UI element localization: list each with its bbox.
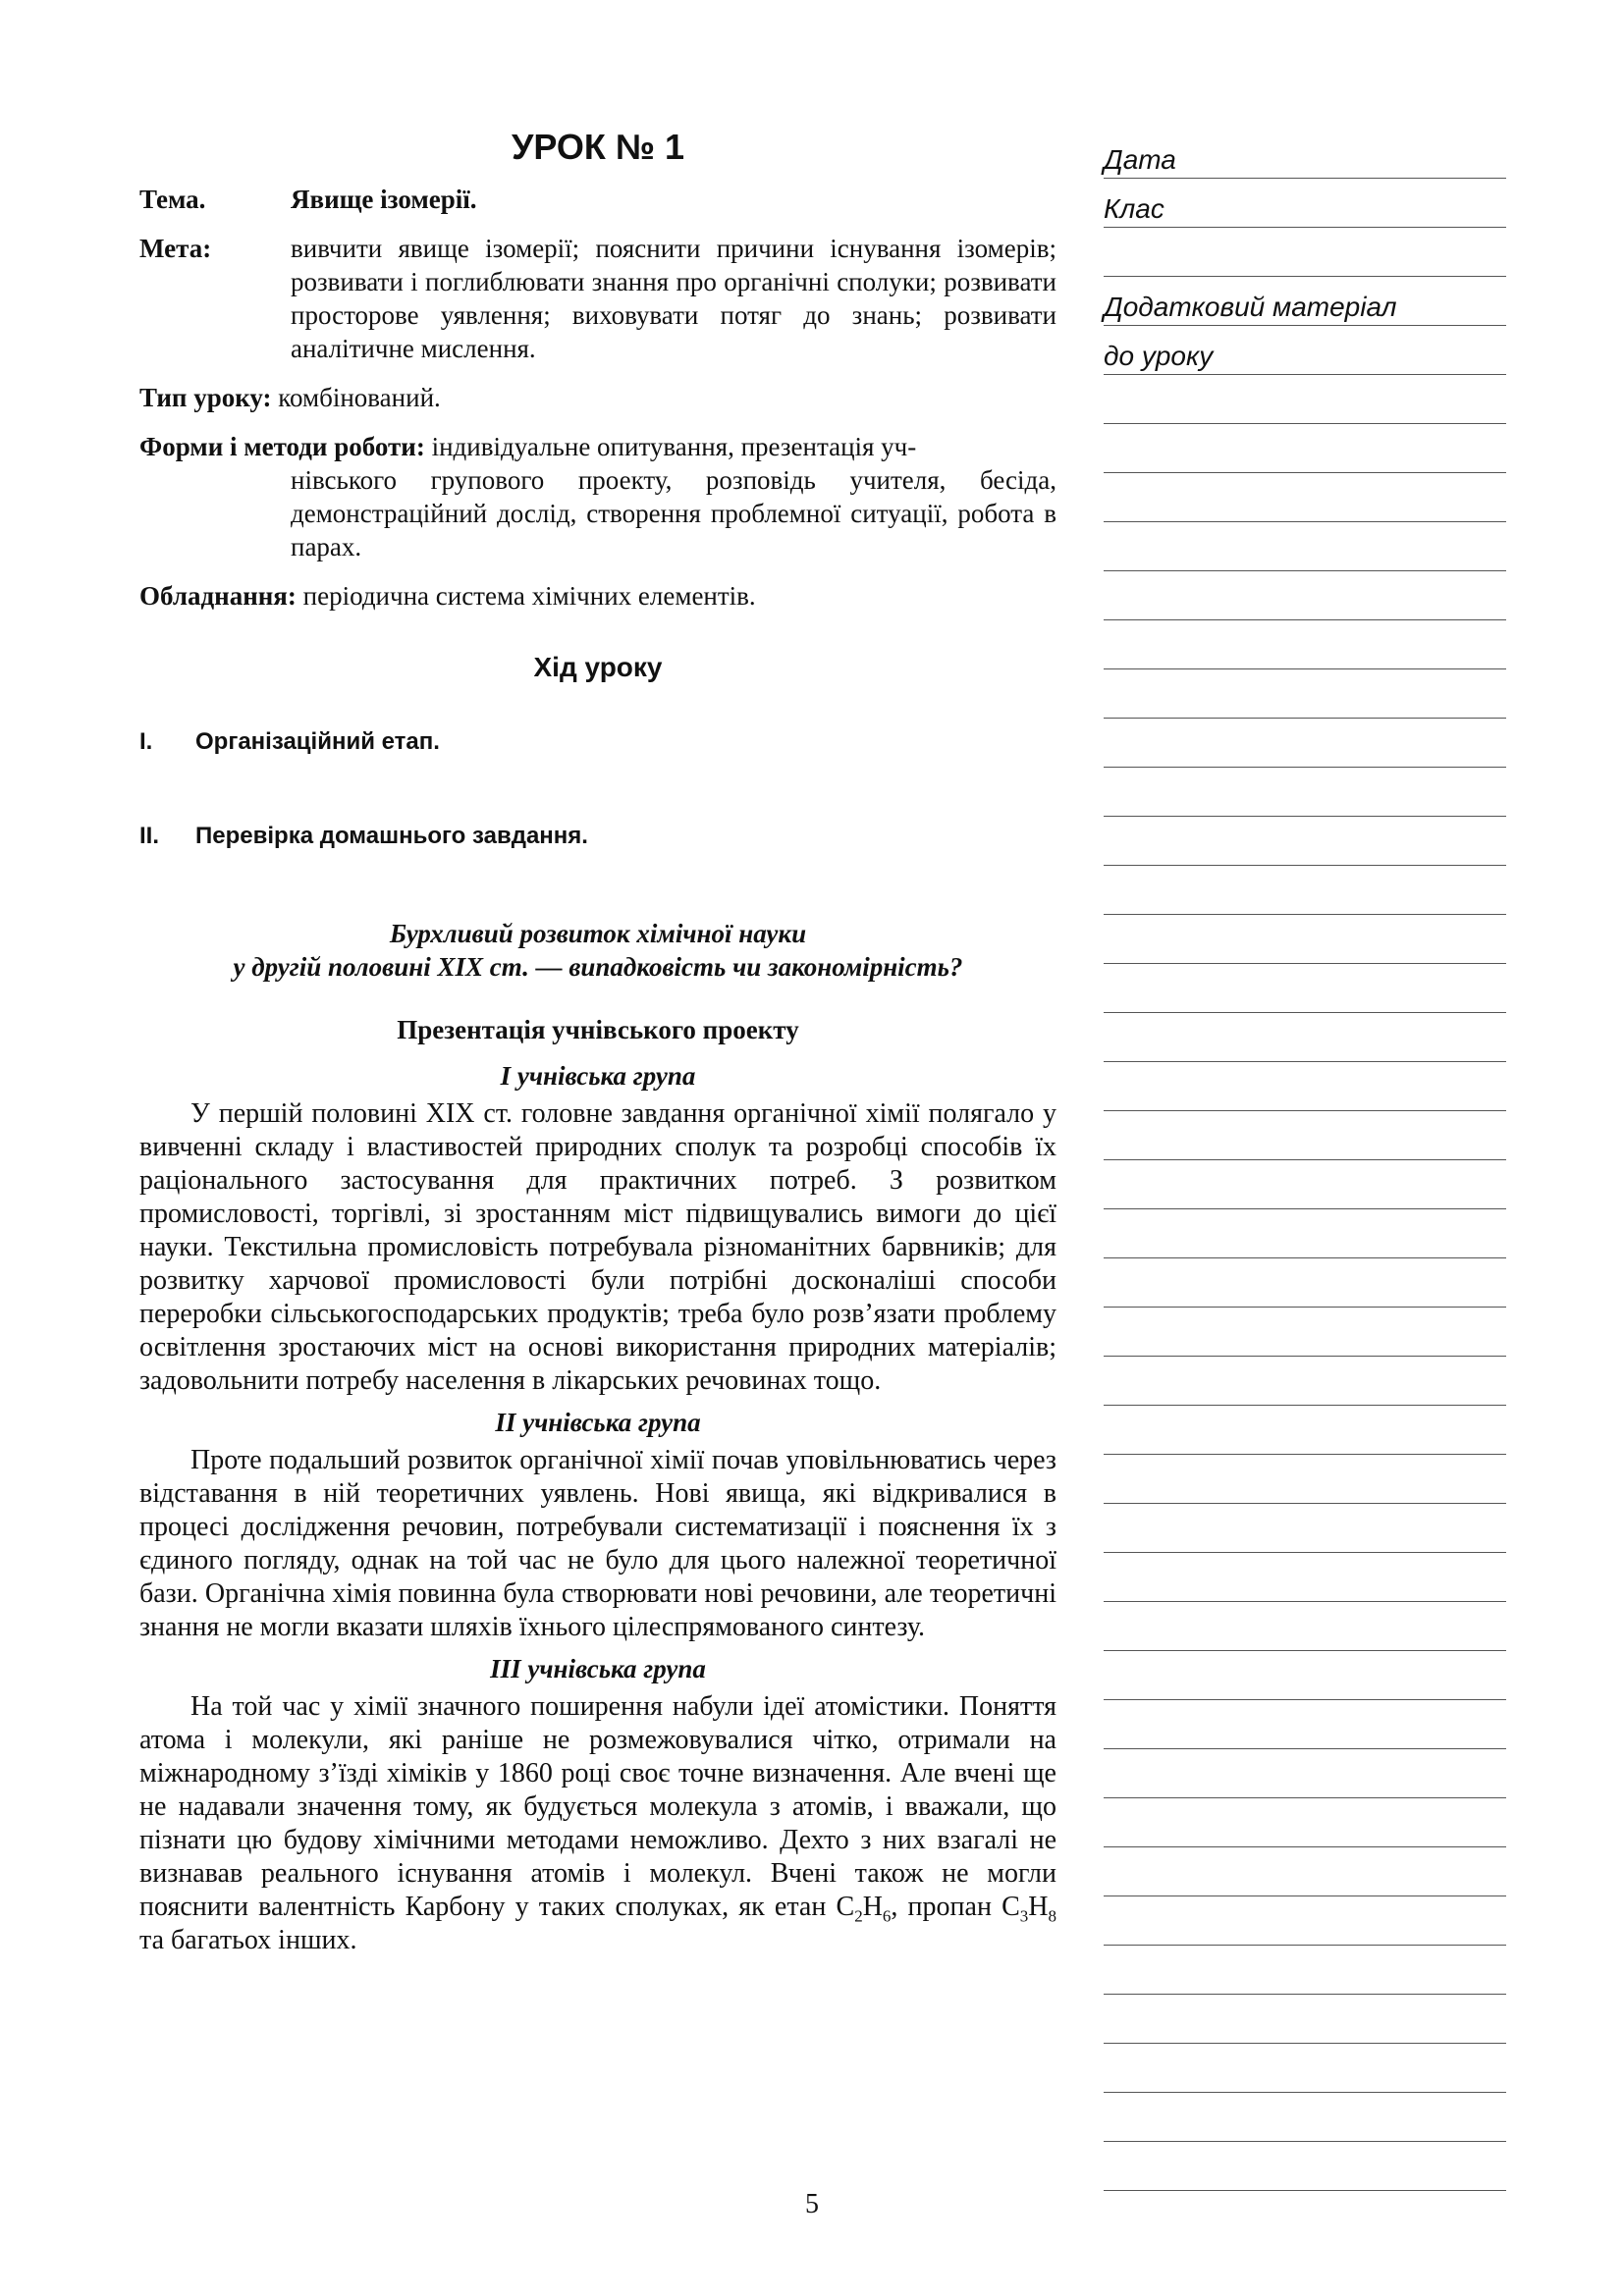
blank-line[interactable] [1104, 866, 1506, 915]
group-title: I учнівська група [500, 1061, 696, 1091]
blank-line[interactable] [1104, 1995, 1506, 2044]
topic-row [139, 183, 1056, 216]
topic-heading-line1: Бурхливий розвиток хімічної науки [389, 919, 807, 948]
blank-line[interactable] [1104, 1209, 1506, 1258]
topic-value: Явище ізомерії. [291, 185, 477, 214]
blank-line[interactable] [1104, 1357, 1506, 1406]
blank-line[interactable] [1104, 1308, 1506, 1357]
step-item [139, 823, 1056, 850]
presentation-title: Презентація учнівського проекту [397, 1015, 799, 1044]
goal-row [139, 232, 1056, 365]
blank-line[interactable] [1104, 1504, 1506, 1553]
blank-line[interactable] [1104, 1062, 1506, 1111]
blank-line[interactable] [1104, 915, 1506, 964]
equipment-row [139, 579, 1056, 613]
blank-line[interactable] [1104, 228, 1506, 277]
forms-value-first: індивідуальне опитування, презентація уч- [431, 432, 917, 461]
group-title: III учнівська група [490, 1654, 706, 1683]
lesson-title: УРОК № 1 [511, 127, 685, 167]
blank-line[interactable] [1104, 1258, 1506, 1308]
blank-line[interactable] [1104, 1946, 1506, 1995]
blank-line[interactable] [1104, 571, 1506, 620]
step-label: Організаційний етап. [195, 728, 440, 755]
class-line[interactable] [1104, 179, 1506, 228]
blank-line[interactable] [1104, 473, 1506, 522]
extra-material-line[interactable] [1104, 277, 1506, 326]
blank-line[interactable] [1104, 1651, 1506, 1700]
equipment-label: Обладнання: [139, 581, 297, 611]
blank-line[interactable] [1104, 2142, 1506, 2191]
blank-line[interactable] [1104, 669, 1506, 719]
group-title: II учнівська група [495, 1408, 701, 1437]
topic-heading-line2: у другій половині XIX ст. — випадковість чи закономірність? [233, 952, 963, 982]
blank-line[interactable] [1104, 719, 1506, 768]
blank-line[interactable] [1104, 424, 1506, 473]
extra-material-label: Додатковий матеріал [1104, 292, 1397, 322]
blank-line[interactable] [1104, 620, 1506, 669]
type-row [139, 381, 1056, 414]
propane-formula: $C_3H_8$ [1001, 1892, 1057, 1926]
group-paragraph: У першій половині XIX ст. головне завдання органічної хімії полягало у вивченні складу і властивостей природних сполук та розробці способів їх раціонального застосування для практичних потреб. З розвитком промисловості, торгівлі, зі зростанням міст підвищувались вимоги до цієї науки. Текстильна промисловість потребувала різноманітних барвників; для розвитку харчової промисловості були потрібні досконаліші способи переробки сільськогосподарських продуктів; треба було розв’язати проблему освітлення зростаючих міст на основі використання природних матеріалів; задовольнити потребу населення в лікарських речовинах тощо. [139, 1098, 1056, 1396]
step-item [139, 728, 1056, 756]
blank-line[interactable] [1104, 1847, 1506, 1896]
step-label: Перевірка домашнього завдання. [195, 823, 588, 849]
blank-line[interactable] [1104, 964, 1506, 1013]
goal-value: вивчити явище ізомерії; пояснити причини існування ізомерів; розвивати і поглиблювати знання про органічні сполуки; розвивати просторове уявлення; виховувати потяг до знань; розвивати аналітичне мислення. [291, 234, 1056, 363]
group-paragraph: Проте подальший розвиток органічної хімії почав уповільнюватись через відставання в ній теоретичних уявлень. Нові явища, які відкривалися в процесі дослідження речовин, потребували систематизації і пояснення їх з єдиного погляду, однак на той час не було для цього належної теоретичної бази. Органічна хімія повинна була створювати нові речовини, але теоретичні знання не могли вказати шляхів їхнього цілеспрямованого синтезу. [139, 1445, 1056, 1642]
blank-line[interactable] [1104, 1700, 1506, 1749]
blank-line[interactable] [1104, 1406, 1506, 1455]
forms-row [139, 430, 1056, 563]
page-number: 5 [805, 2189, 819, 2219]
forms-value-rest: нівського групового проекту, розповідь учителя, бесіда, демонстраційний дослід, створення проблемної ситуації, робота в парах. [291, 465, 1056, 561]
goal-label: Мета: [139, 234, 212, 263]
paragraph-text: та багатьох інших. [139, 1925, 357, 1955]
date-line[interactable] [1104, 130, 1506, 179]
blank-line[interactable] [1104, 1749, 1506, 1798]
equipment-value: періодична система хімічних елементів. [302, 581, 756, 611]
blank-line[interactable] [1104, 2093, 1506, 2142]
type-label: Тип уроку: [139, 383, 272, 412]
blank-line[interactable] [1104, 1160, 1506, 1209]
topic-label: Тема. [139, 185, 206, 214]
blank-line[interactable] [1104, 375, 1506, 424]
blank-line[interactable] [1104, 1553, 1506, 1602]
forms-label: Форми і методи роботи: [139, 432, 425, 461]
class-label: Клас [1104, 193, 1164, 224]
extra-material-line[interactable] [1104, 326, 1506, 375]
blank-line[interactable] [1104, 522, 1506, 571]
blank-line[interactable] [1104, 768, 1506, 817]
blank-line[interactable] [1104, 1798, 1506, 1847]
step-number: II. [139, 823, 160, 849]
lesson-main-column [139, 126, 1056, 1963]
lesson-fields [139, 183, 1056, 613]
ethane-formula: $C_2H_6$ [836, 1892, 892, 1926]
type-value: комбінований. [278, 383, 441, 412]
date-label: Дата [1104, 144, 1176, 175]
extra-material-label: до уроку [1104, 341, 1214, 371]
topic-heading [139, 917, 1056, 984]
progress-title: Хід уроку [533, 652, 663, 682]
blank-line[interactable] [1104, 1013, 1506, 1062]
paragraph-text: На той час у хімії значного поширення набули ідеї атомістики. Поняття атома і молекули, які раніше не розмежовувалися чітко, отримали на міжнародному з’їзді хіміків у 1860 році своє точне визначення. Але вчені ще не надавали значення тому, як будується молекула з атомів, і вважали, що пізнати цю будову хімічними методами неможливо. Дехто з них взагалі не визнавав реального існування атомів і молекул. Вчені також не могли пояснити валентність Карбону у таких сполуках, як етан [139, 1691, 1056, 1922]
paragraph-text: , пропан [891, 1892, 1002, 1922]
blank-line[interactable] [1104, 817, 1506, 866]
notes-sidebar [1104, 130, 1506, 2191]
blank-line[interactable] [1104, 1896, 1506, 1946]
step-number: I. [139, 728, 153, 755]
blank-line[interactable] [1104, 1455, 1506, 1504]
blank-line[interactable] [1104, 1602, 1506, 1651]
blank-line[interactable] [1104, 2044, 1506, 2093]
blank-line[interactable] [1104, 1111, 1506, 1160]
group-paragraph [139, 1690, 1056, 1957]
